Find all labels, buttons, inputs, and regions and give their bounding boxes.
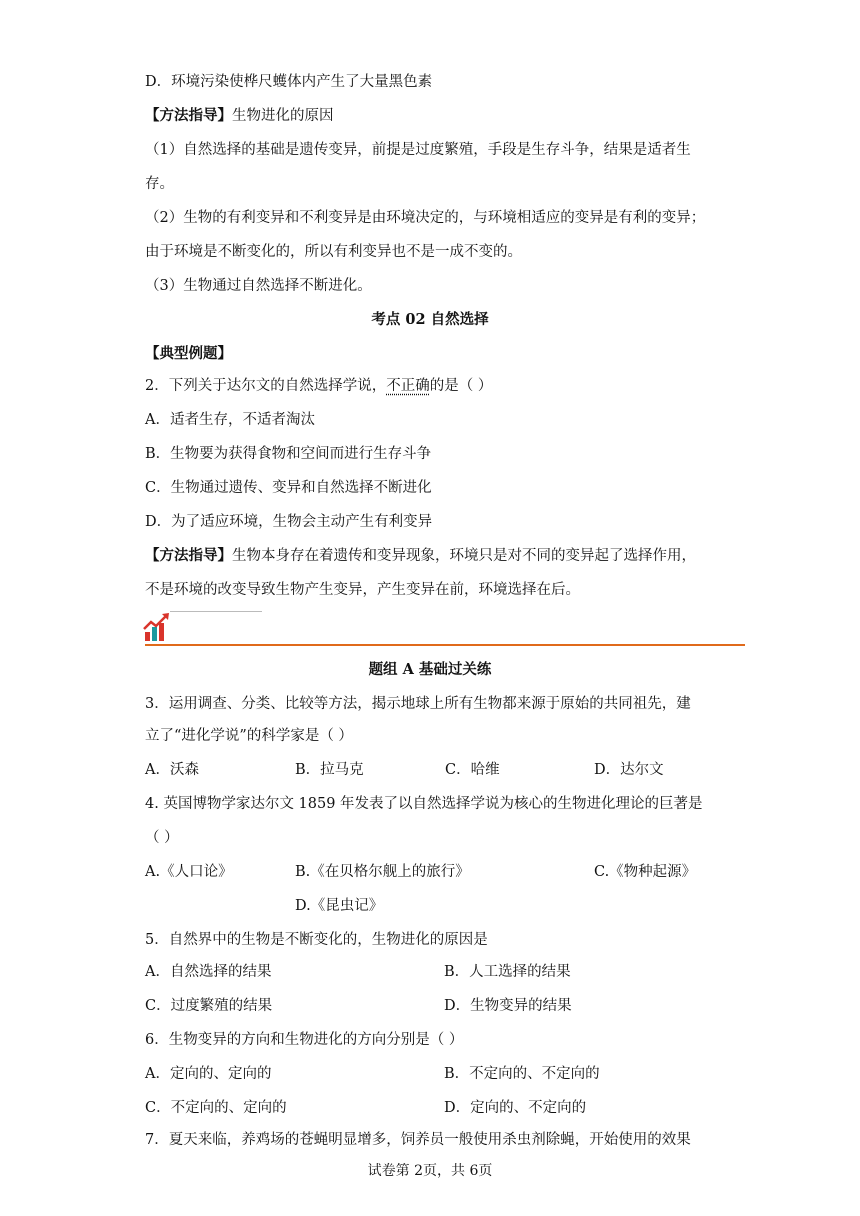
chart-growth-icon [143, 612, 171, 642]
method-guide-text: 生物进化的原因 [232, 108, 334, 124]
method-guide-2-cont: 不是环境的改变导致生物产生变异，产生变异在前，环境选择在后。 [145, 582, 580, 598]
question-7: 7．夏天来临，养鸡场的苍蝇明显增多，饲养员一般使用杀虫剂除蝇，开始使用的效果 [145, 1132, 691, 1148]
method-guide-1 [145, 106, 334, 126]
question-4: 4. 英国博物学家达尔文 1859 年发表了以自然选择学说为核心的生物进化理论的巨著是 [145, 796, 703, 812]
q6-option-b: B．不定向的、不定向的 [444, 1066, 600, 1082]
q5-option-a: A．自然选择的结果 [145, 964, 272, 980]
group-a-heading: 题组 A 基础过关练 [368, 661, 492, 678]
q3-option-b: B．拉马克 [295, 762, 364, 778]
q4-option-d: D.《昆虫记》 [295, 898, 384, 914]
reason-1-cont: 存。 [145, 176, 174, 192]
question-6: 6．生物变异的方向和生物进化的方向分别是（ ） [145, 1032, 464, 1048]
question-2-end: 的是（ ） [429, 378, 493, 394]
question-2 [145, 376, 492, 396]
q6-option-d: D．定向的、不定向的 [444, 1100, 587, 1116]
question-4-cont: （ ） [145, 830, 179, 846]
question-2-text: 2．下列关于达尔文的自然选择学说， [145, 378, 387, 394]
reason-3: （3）生物通过自然选择不断进化。 [145, 278, 372, 294]
q3-option-d: D．达尔文 [594, 762, 664, 778]
q5-option-d: D．生物变异的结果 [444, 998, 572, 1014]
typical-example-tag: 【典型例题】 [145, 345, 232, 362]
q2-option-d: D．为了适应环境，生物会主动产生有利变异 [145, 514, 433, 530]
q5-option-c: C．过度繁殖的结果 [145, 998, 273, 1014]
q2-option-b: B．生物要为获得食物和空间而进行生存斗争 [145, 446, 432, 462]
question-2-emphasis: 不正确 [386, 378, 430, 394]
q4-option-a: A.《人口论》 [145, 864, 233, 880]
reason-2-cont: 由于环境是不断变化的，所以有利变异也不是一成不变的。 [145, 244, 522, 260]
q3-option-a: A．沃森 [145, 762, 199, 778]
reason-1: （1）自然选择的基础是遗传变异，前提是过度繁殖，手段是生存斗争，结果是适者生 [145, 142, 691, 158]
banner-top-rule [170, 611, 262, 612]
section-heading-02: 考点 02 自然选择 [371, 311, 489, 328]
q2-option-c: C．生物通过遗传、变异和自然选择不断进化 [145, 480, 432, 496]
q6-option-c: C．不定向的、定向的 [145, 1100, 287, 1116]
q2-option-a: A．适者生存，不适者淘汰 [145, 412, 315, 428]
method-guide-2 [145, 546, 696, 566]
option-d-line: D．环境污染使桦尺蠖体内产生了大量黑色素 [145, 74, 433, 90]
question-3-cont: 立了“进化学说”的科学家是（ ） [145, 728, 353, 744]
page-footer: 试卷第 2页，共 6页 [367, 1163, 493, 1179]
banner-divider [145, 644, 745, 646]
q4-option-b: B.《在贝格尔舰上的旅行》 [295, 864, 470, 880]
method-guide-tag: 【方法指导】 [145, 107, 232, 124]
method-guide-2-text: 生物本身存在着遗传和变异现象，环境只是对不同的变异起了选择作用， [232, 548, 696, 564]
method-guide-2-tag: 【方法指导】 [145, 547, 232, 564]
question-3: 3．运用调查、分类、比较等方法，揭示地球上所有生物都来源于原始的共同祖先，建 [145, 696, 691, 712]
reason-2: （2）生物的有利变异和不利变异是由环境决定的，与环境相适应的变异是有利的变异； [145, 210, 706, 226]
q6-option-a: A．定向的、定向的 [145, 1066, 272, 1082]
q3-option-c: C．哈维 [445, 762, 500, 778]
q5-option-b: B．人工选择的结果 [444, 964, 571, 980]
question-5: 5．自然界中的生物是不断变化的，生物进化的原因是 [145, 932, 488, 948]
q4-option-c: C.《物种起源》 [594, 864, 697, 880]
